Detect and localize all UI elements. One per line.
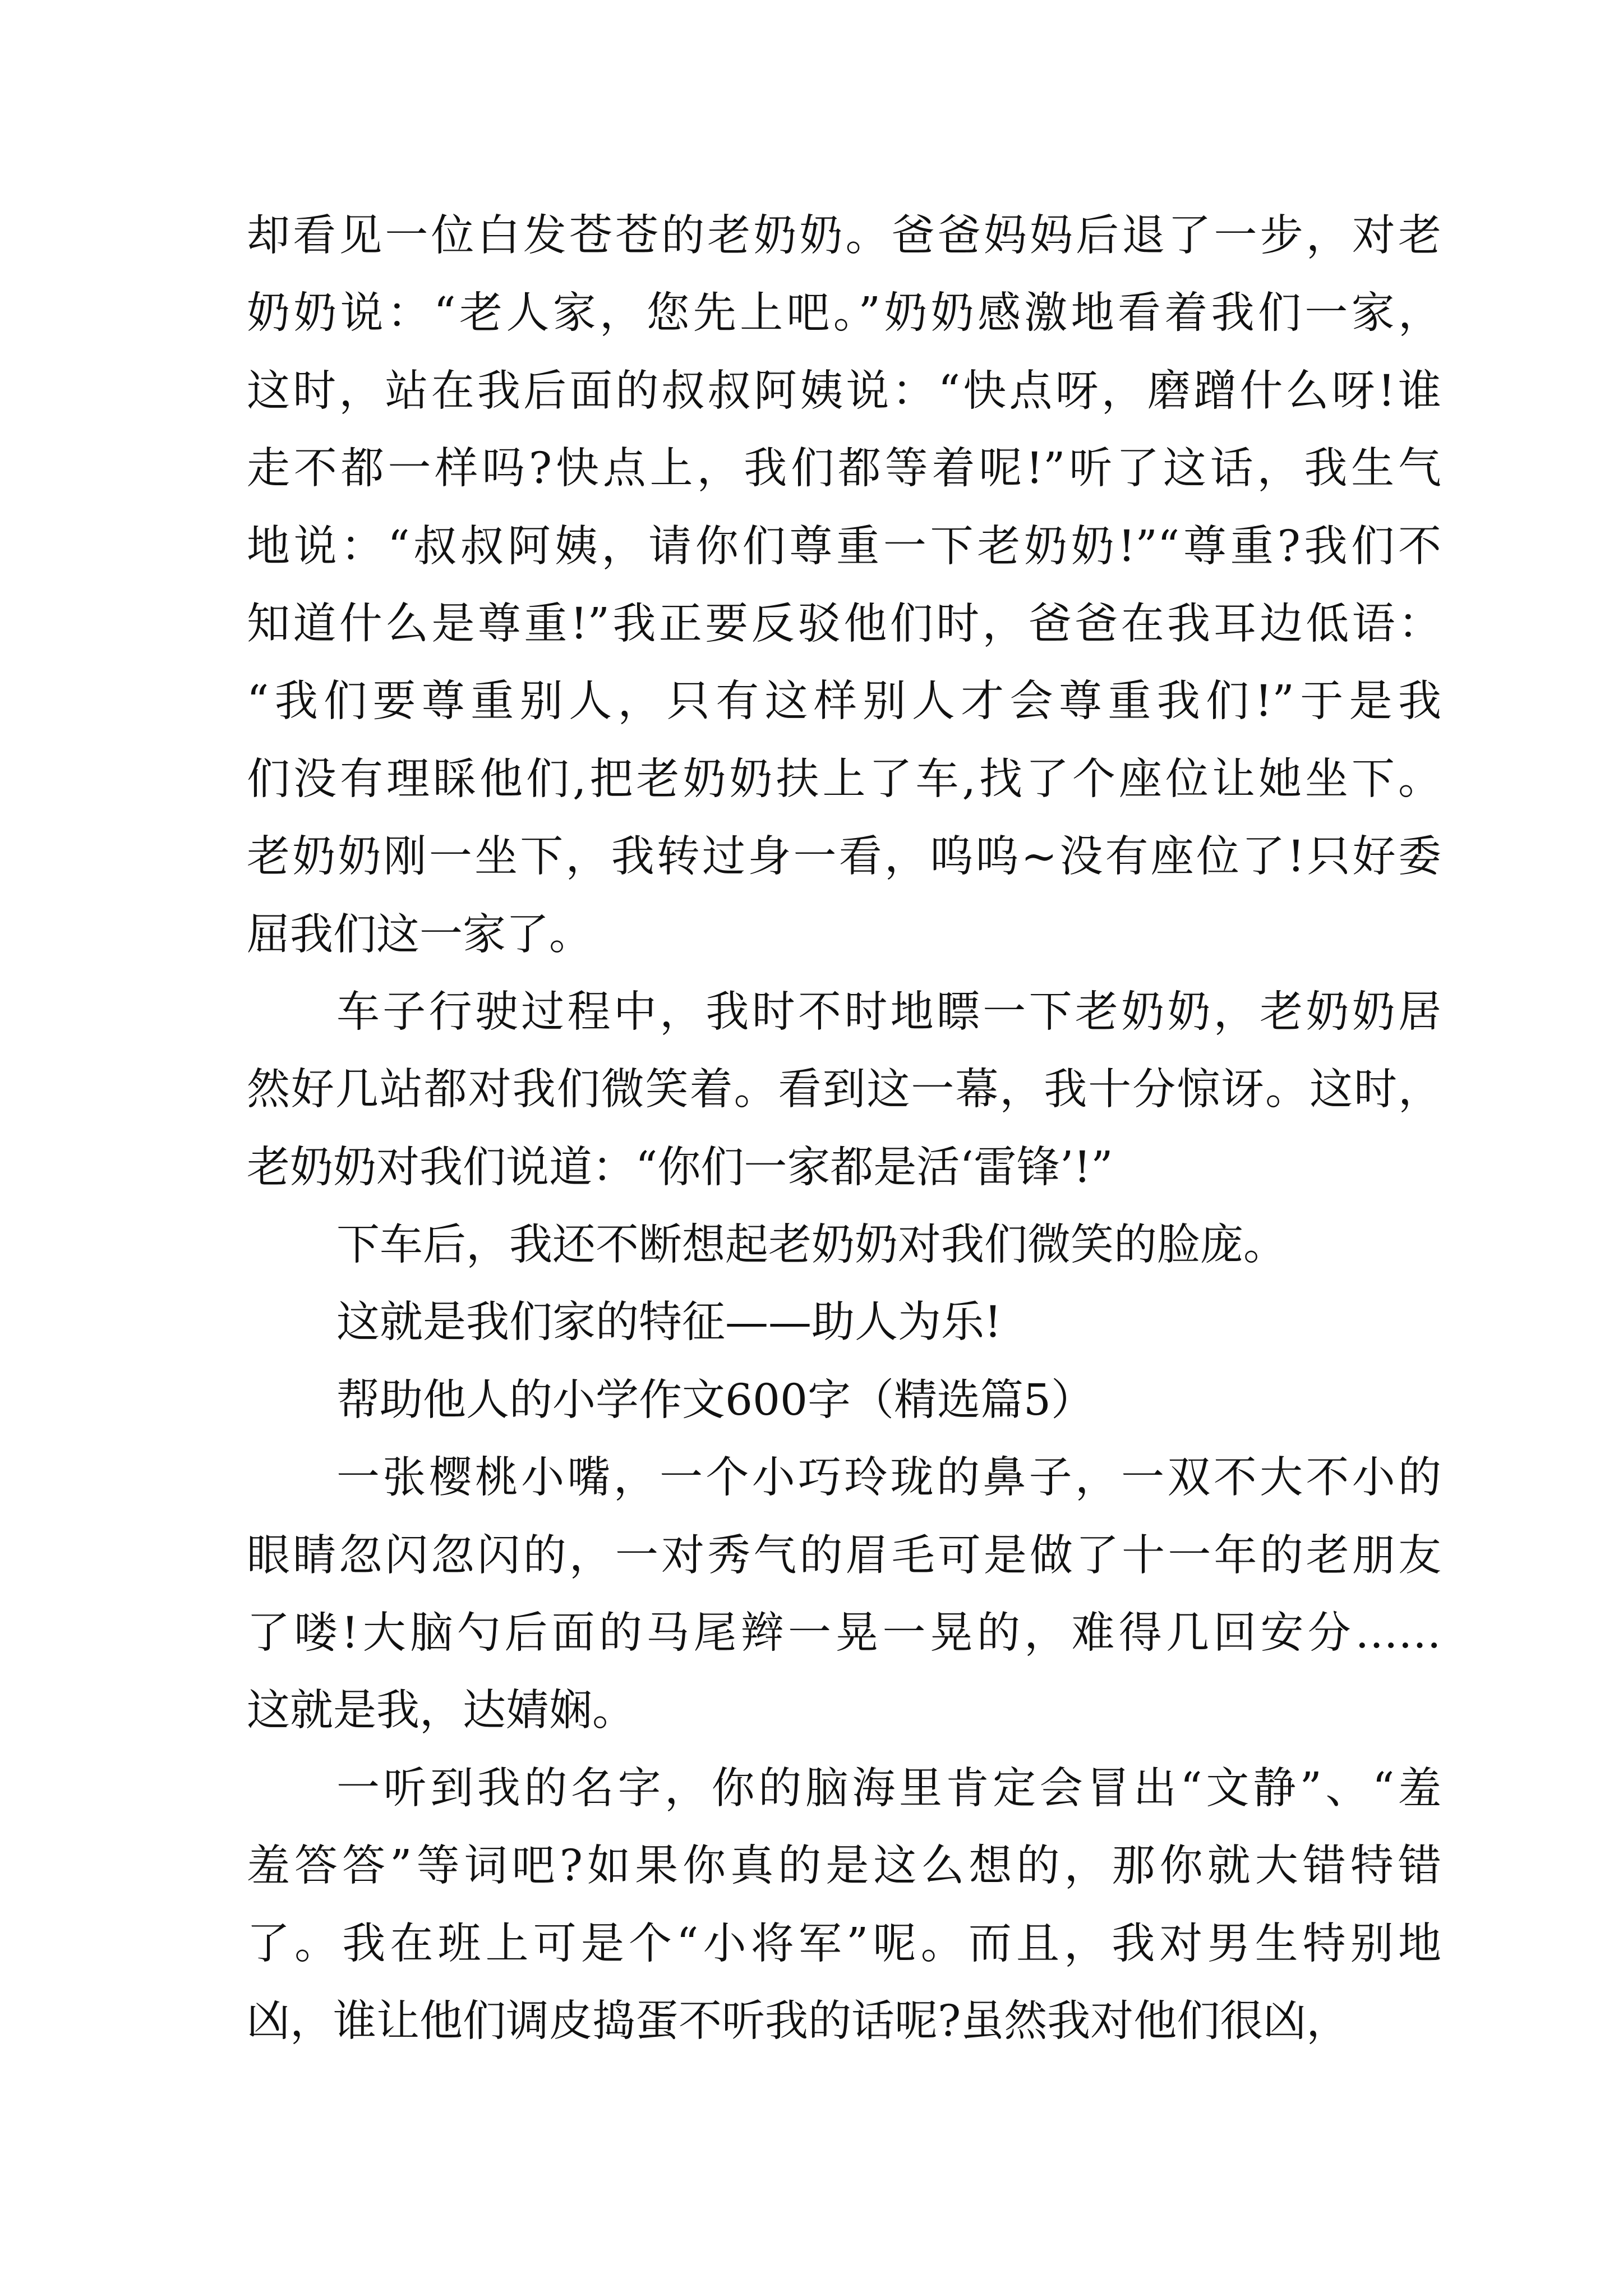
paragraph [247, 1750, 1441, 2061]
paragraph [247, 197, 1441, 974]
text-line: 这时，站在我后面的叔叔阿姨说：“快点呀，磨蹭什么呀!谁 [247, 366, 1441, 416]
text-line: 然好几站都对我们微笑着。看到这一幕，我十分惊讶。这时， [247, 1065, 1441, 1115]
paragraph [247, 1284, 1441, 1361]
text-line: 走不都一样吗?快点上，我们都等着呢!”听了这话，我生气 [247, 444, 1441, 494]
text-line: 一听到我的名字，你的脑海里肯定会冒出“文静”、“羞 [336, 1763, 1441, 1814]
section-heading: 帮助他人的小学作文600字（精选篇5） [336, 1375, 1094, 1425]
text-line: 一张樱桃小嘴，一个小巧玲珑的鼻子，一双不大不小的 [336, 1453, 1441, 1503]
text-line: 了喽!大脑勺后面的马尾辫一晃一晃的，难得几回安分…… [247, 1608, 1441, 1659]
text-line: “我们要尊重别人，只有这样别人才会尊重我们!”于是我 [247, 677, 1441, 727]
text-line: 地说：“叔叔阿姨，请你们尊重一下老奶奶!”“尊重?我们不 [247, 521, 1441, 572]
text-line: 知道什么是尊重!”我正要反驳他们时，爸爸在我耳边低语： [247, 599, 1441, 649]
body-text [247, 197, 1441, 2060]
text-line: 屈我们这一家了。 [247, 909, 592, 960]
text-line: 眼睛忽闪忽闪的，一对秀气的眉毛可是做了十一年的老朋友 [247, 1530, 1441, 1581]
text-line: 这就是我，达婧娴。 [247, 1686, 635, 1736]
paragraph [247, 974, 1441, 1207]
text-line: 这就是我们家的特征——助人为乐! [336, 1297, 1002, 1348]
text-line: 奶奶说：“老人家，您先上吧。”奶奶感激地看着我们一家， [247, 288, 1441, 339]
text-line: 车子行驶过程中，我时不时地瞟一下老奶奶，老奶奶居 [336, 987, 1441, 1037]
text-line: 老奶奶刚一坐下，我转过身一看，呜呜~没有座位了!只好委 [247, 832, 1441, 882]
text-line: 却看见一位白发苍苍的老奶奶。爸爸妈妈后退了一步，对老 [247, 211, 1441, 261]
text-line: 羞答答”等词吧?如果你真的是这么想的，那你就大错特错 [247, 1841, 1441, 1892]
text-line: 老奶奶对我们说道：“你们一家都是活‘雷锋’!” [247, 1142, 1113, 1193]
text-line: 们没有理睬他们,把老奶奶扶上了车,找了个座位让她坐下。 [247, 754, 1441, 804]
text-line: 下车后，我还不断想起老奶奶对我们微笑的脸庞。 [336, 1220, 1287, 1271]
paragraph [247, 1439, 1441, 1750]
text-line: 凶，谁让他们调皮捣蛋不听我的话呢?虽然我对他们很凶， [247, 1996, 1350, 2046]
text-line: 了。我在班上可是个“小将军”呢。而且，我对男生特别地 [247, 1918, 1441, 1969]
paragraph [247, 1207, 1441, 1284]
